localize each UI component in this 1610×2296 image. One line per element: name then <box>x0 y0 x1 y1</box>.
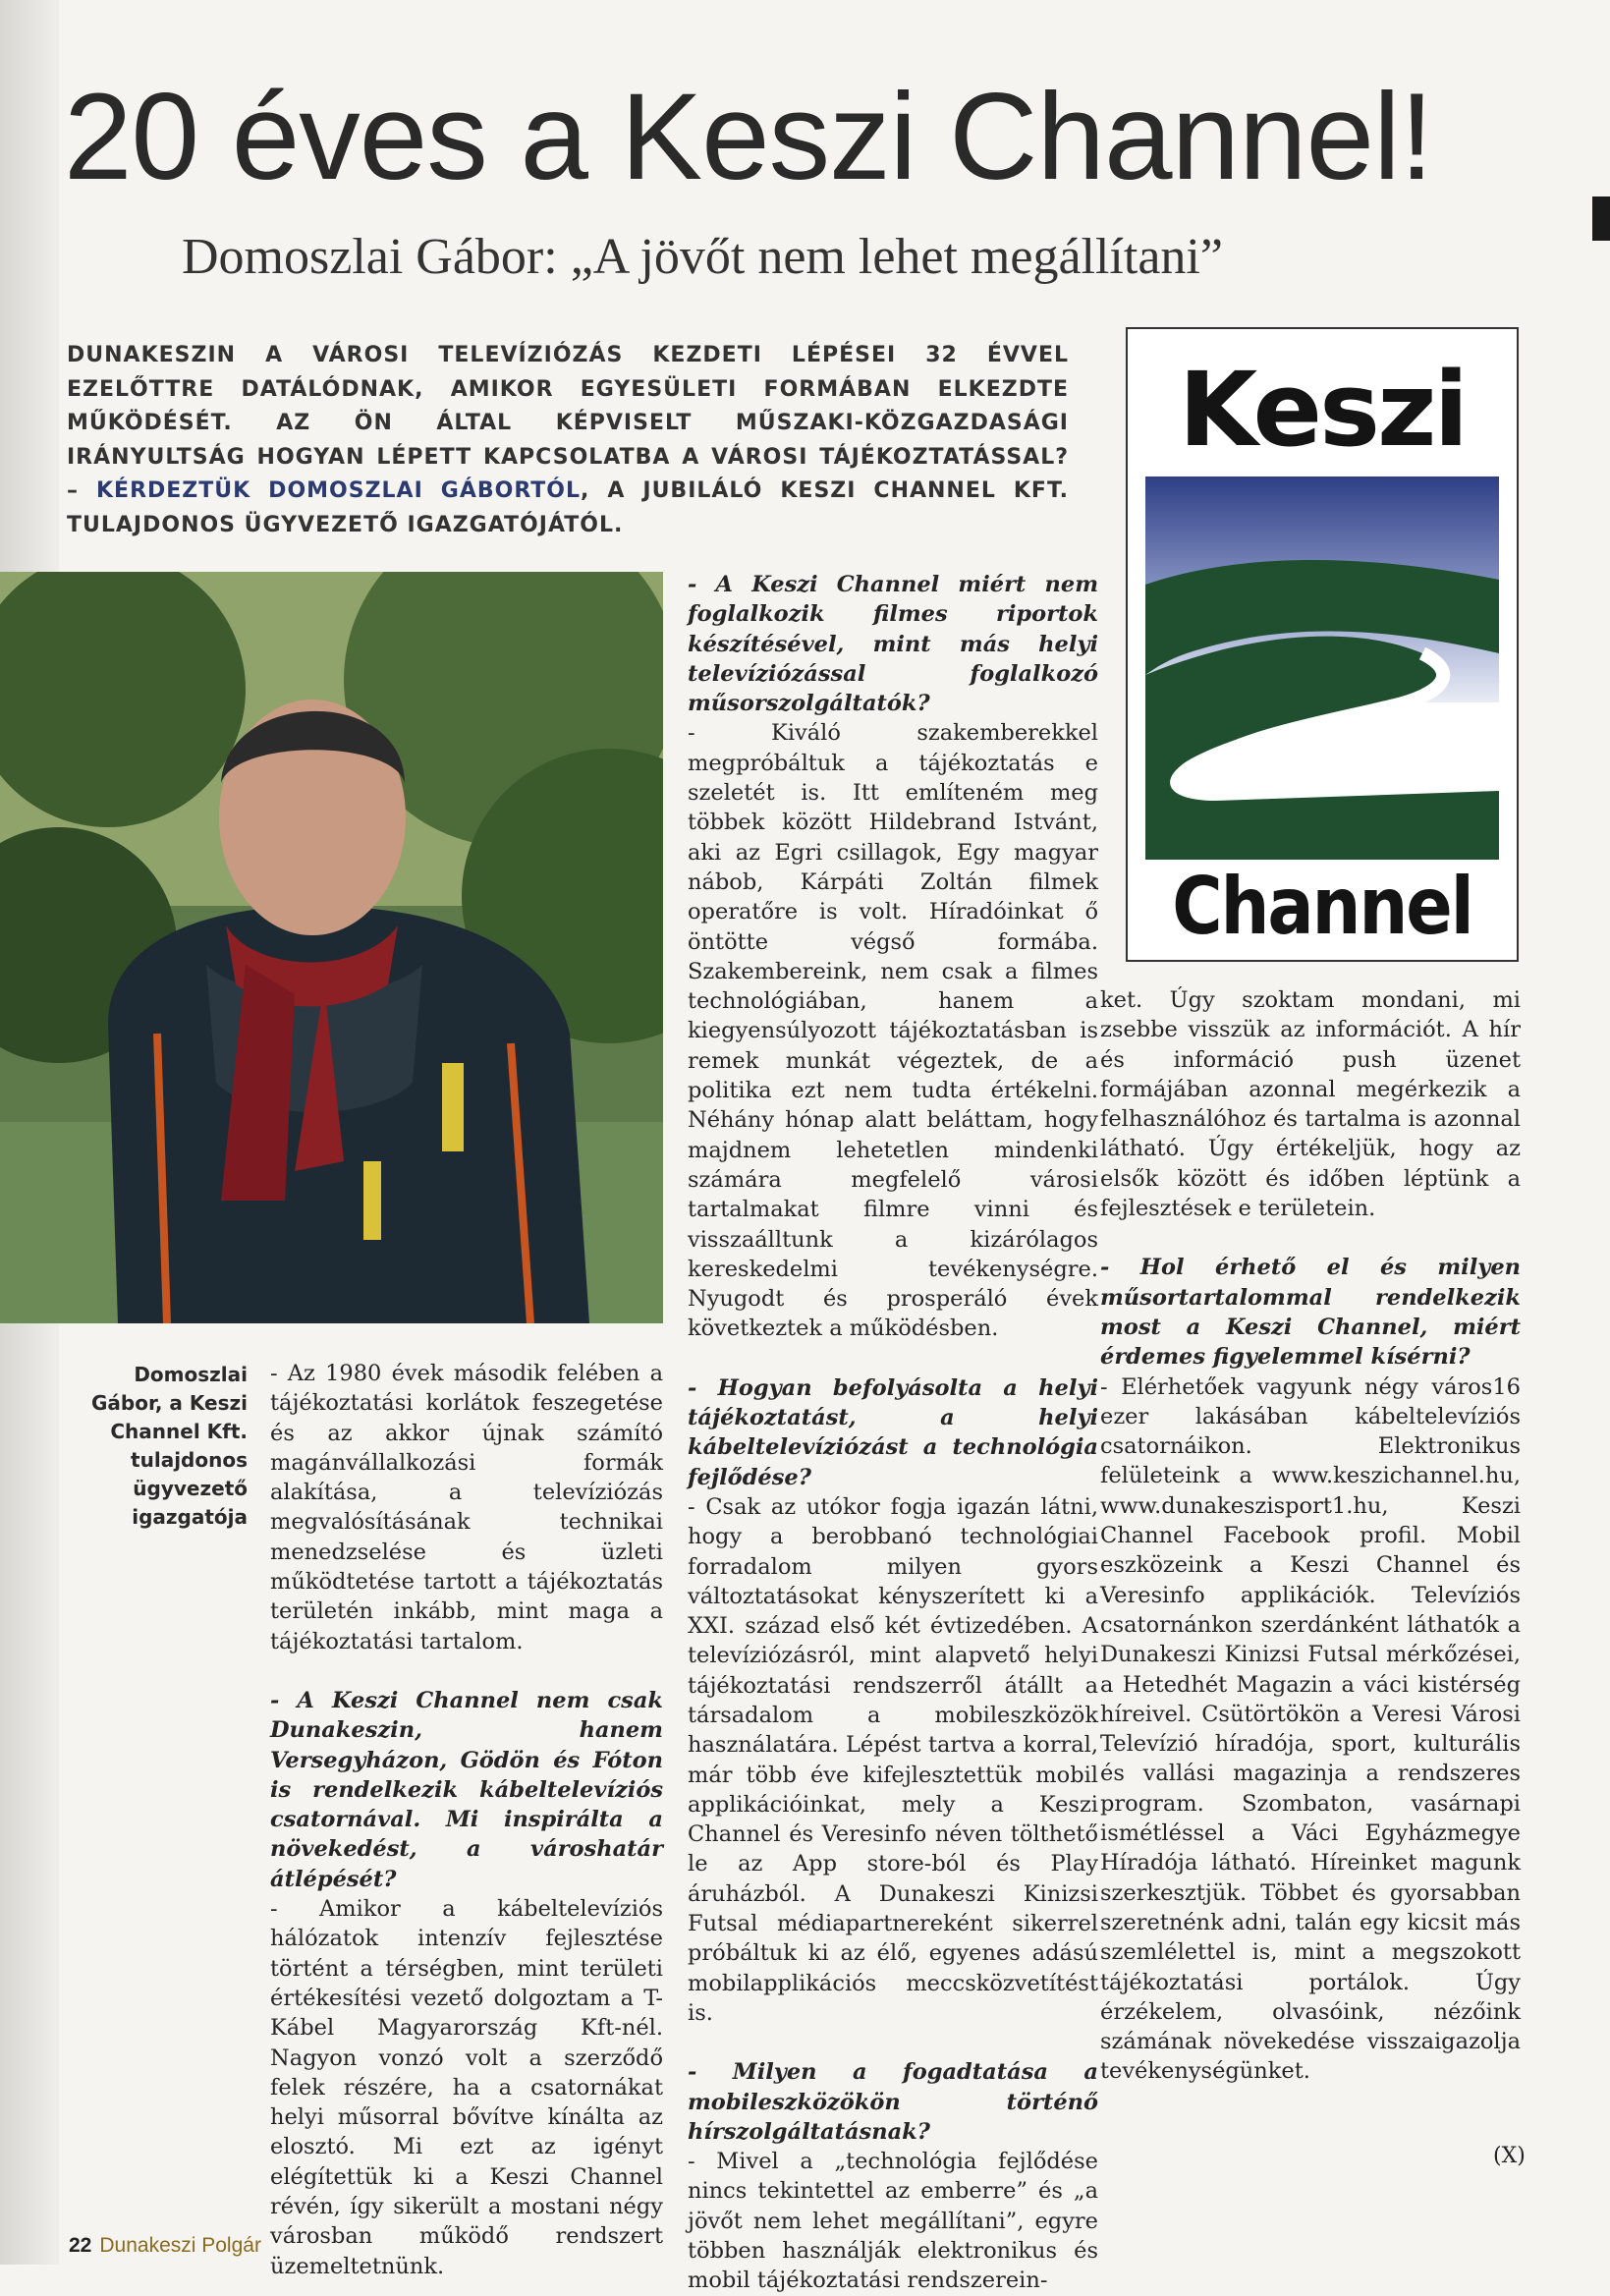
question-paragraph: - Hogyan befolyásolta a helyi tájékoztatást, a helyi kábeltelevíziózást a technológia fejlődése? <box>688 1374 1098 1490</box>
answer-paragraph: - Kiváló szakemberekkel megpróbáltuk a tájékoztatás e szeletét is. Itt említeném meg többek között Hildebrand Istvánt, aki az Egri csillagok, Egy magyar nábob, Kárpáti Zoltán filmek operatőre is volt. Híradóinkat ő öntötte végső formába. Szakembereink, nem csak a filmes technológiában, hanem a kiegyensúlyozott tájékoztatásban is remek munkát végeztek, de a politika ezt nem tudta értékelni. Néhány hónap alatt beláttam, hogy majdnem lehetetlen mindenki számára megfelelő városi tartalmakat filmre vinni és visszaálltunk a kizárólagos kereskedelmi tevékenységre. Nyugodt és prosperáló évek következtek a működésben. <box>688 720 1098 1342</box>
answer-paragraph: - Csak az utókor fogja igazán látni, hogy a berobbanó technológiai forradalom milyen gyors változtatásokat kényszerített ki a XXI. század első két évtizedében. A televíziózásról, mint alapvető helyi tájékoztatási rendszerről átállt a társadalom a mobileszközök használatára. Lépést tartva a korral, már több éve kifejlesztettük mobil applikációinkat, mely a Keszi Channel és Veresinfo néven tölthető le az App store-ból és Play áruházból. A Dunakeszi Kinizsi Futsal médiapartnereként sikerrel próbáltuk ki az élő, egyenes adású mobilapplikációs meccsközvetítést is. <box>688 1493 1098 2026</box>
advertorial-marker: (X) <box>1493 2144 1526 2168</box>
article-column-3 <box>1100 985 1521 2087</box>
answer-paragraph: - Az 1980 évek második felében a tájékoztatási korlátok feszegetése és az akkor újnak számító magánvállalkozási formák alakítása, a televíziózás megvalósításának technikai menedzselése és üzleti működtetése tartott a tájékoztatás területén inkább, mint maga a tájékoztatási tartalom. <box>270 1361 663 1654</box>
photo-caption: Domoszlai Gábor, a Keszi Channel Kft. tulajdonos ügyvezető igazgatója <box>90 1363 248 1529</box>
page-footer <box>69 2234 261 2258</box>
logo-graphic <box>1128 329 1517 960</box>
article-column-2 <box>688 570 1098 2296</box>
question-paragraph: - Hol érhető el és milyen műsortartalommal rendelkezik most a Keszi Channel, miért érdemes figyelemmel kísérni? <box>1100 1255 1521 1371</box>
article-column-1 <box>270 1359 663 2281</box>
question-paragraph: - A Keszi Channel miért nem foglalkozik filmes riportok készítésével, mint más helyi televíziózással foglalkozó műsorszolgáltatók? <box>688 572 1098 717</box>
article-lead <box>67 339 1069 542</box>
answer-paragraph: ket. Úgy szoktam mondani, mi zsebbe visszük az információt. A hír és információ push üzenet formájában azonnal megérkezik a felhasználóhoz és tartalma is azonnal látható. Úgy értékeljük, hogy az elsők között és időben léptünk a fejlesztések e területein. <box>1100 987 1521 1222</box>
question-paragraph: - A Keszi Channel nem csak Dunakeszin, hanem Versegyházon, Gödön és Fóton is rendelkezik kábeltelevíziós csatornával. Mi inspirálta a növekedést, a városhatár átlépését? <box>270 1687 663 1892</box>
portrait-illustration <box>0 572 663 1323</box>
portrait-photo <box>0 572 663 1323</box>
keszi-channel-logo <box>1126 327 1519 962</box>
article-subtitle: Domoszlai Gábor: „A jövőt nem lehet megállítani” <box>182 229 1223 285</box>
article-title: 20 éves a Keszi Channel! <box>64 69 1433 205</box>
lead-highlight: KÉRDEZTÜK DOMOSZLAI GÁBORTÓL <box>96 478 581 503</box>
answer-paragraph: - Mivel a „technológia fejlődése nincs tekintettel az emberre” és „a jövőt nem lehet megállítani”, egyre többen használják elektronikus és mobil tájékoztatási rendszerein- <box>688 2149 1098 2294</box>
answer-paragraph: - Elérhetőek vagyunk négy város16 ezer lakásában kábeltelevíziós csatornáikon. Elektronikus felületeink a www.keszichannel.hu, www.dunakeszisport1.hu, Keszi Channel Facebook profil. Mobil eszközeink a Keszi Channel és Veresinfo applikációk. Televíziós csatornánkon szerdánként láthatók a Dunakeszi Kinizsi Futsal mérkőzései, a Hetedhét Magazin a váci kistérség híreivel. Csütörtökön a Veresi Városi Televízió híradója, sport, kulturális és vallási magazinja a rendszeres program. Szombaton, vasárnapi ismétléssel a Váci Egyházmegye Híradója látható. Híreinket magunk szerkesztjük. Többet és gyorsabban szeretnénk adni, talán egy kicsit más szemlélettel is, mint a megszokott tájékoztatási portálok. Úgy érzékelem, olvasóink, nézőink számának növekedése visszaigazolja tevékenységünket. <box>1100 1373 1521 2085</box>
question-paragraph: - Milyen a fogadtatása a mobileszközökön történő hírszolgáltatásnak? <box>688 2059 1098 2145</box>
publication-name: Dunakeszi Polgár <box>99 2234 261 2257</box>
lead-text-1: DUNAKESZIN A VÁROSI TELEVÍZIÓZÁS KEZDETI LÉPÉSEI 32 ÉVVEL EZELŐTTRE DATÁLÓDNAK, AMIKOR EGYESÜLETI FORMÁBAN ELKEZDTE MŰKÖDÉSÉT. AZ ÖN ÁLTAL KÉPVISELT MŰSZAKI-KÖZGAZDASÁGI IRÁNYULTSÁG HOGYAN LÉPETT KAPCSOLATBA A VÁROSI TÁJÉKOZTATÁSSAL? – <box>67 343 1069 503</box>
page-number: 22 <box>69 2234 92 2257</box>
answer-paragraph: - Amikor a kábeltelevíziós hálózatok intenzív fejlesztése történt a térségben, mint területi értékesítési vezető dolgoztam a T-Kábel Magyarország Kft-nél. Nagyon vonzó volt a szerződő felek részére, ha a csatornákat helyi műsorral bővítve kínálta az elosztó. Mi ezt az igényt elégítettük ki a Keszi Channel révén, így sikerült a mostani négy városban működő rendszert üzemeltetnünk. <box>270 1896 663 2279</box>
lead-text-2: , A JUBILÁLÓ KESZI CHANNEL KFT. TULAJDONOS ÜGYVEZETŐ IGAZGATÓJÁTÓL. <box>67 478 1069 537</box>
edge-tab-marker <box>1592 196 1610 241</box>
logo-text-channel: Channel <box>1172 860 1472 953</box>
logo-text-keszi: Keszi <box>1178 350 1467 470</box>
